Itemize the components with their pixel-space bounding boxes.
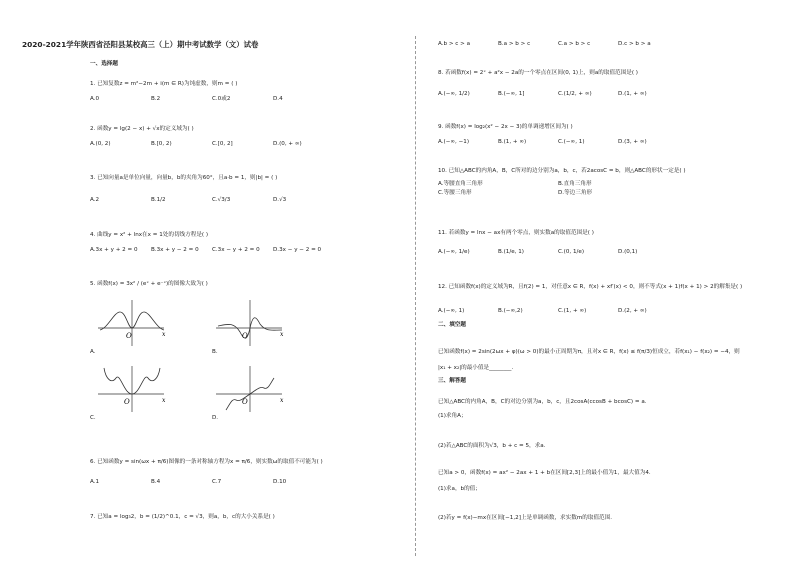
q9-option-b: B.(1, + ∞) <box>498 139 527 145</box>
q5-stem: 5. 函数f(x) = 3x² / (eˣ + e⁻ˣ)的图像大致为( ) <box>90 281 208 287</box>
fill-question-line2: |x₁ + x₂|的最小值是________. <box>438 365 514 371</box>
svg-text:x: x <box>280 397 284 404</box>
q10-option-d: D.等边三角形 <box>558 190 593 196</box>
solve1-part1: (1)求角A； <box>438 413 467 419</box>
q6-stem: 6. 已知函数y = sin(ωx + π/6)图像的一条对称轴方程为x = π/6，则实数ω的取值不可能为( ) <box>90 459 323 465</box>
q10-option-c: C.等腰三角形 <box>438 190 472 196</box>
section-fill-heading: 二、填空题 <box>438 322 466 328</box>
q6-option-b: B.4 <box>151 479 161 485</box>
q4-option-b: B.3x + y − 2 = 0 <box>151 247 199 253</box>
q2-option-b: B.[0, 2) <box>151 141 172 147</box>
q8-option-c: C.(1/2, + ∞) <box>558 91 592 97</box>
solve2-stem: 已知a > 0，函数f(x) = ax² − 2ax + 1 + b在区间[2,3]上的最小值为1，最大值为4. <box>438 470 651 476</box>
q1-option-a: A.0 <box>90 96 100 102</box>
q5-graph-b <box>214 298 286 348</box>
svg-text:O: O <box>242 398 248 406</box>
q12-option-c: C.(1, + ∞) <box>558 308 587 314</box>
q5-option-d: D. <box>212 415 219 421</box>
fill-question-line1: 已知函数f(x) = 2sin(2ωx + φ)(ω > 0)的最小正周期为π，且对x ∈ R，f(x) ≤ f(π/3)恒成立，若f(x₁) − f(x₂) = −4，则 <box>438 349 740 355</box>
svg-text:x: x <box>280 331 284 338</box>
q9-option-c: C.(−∞, 1) <box>558 139 585 145</box>
q9-option-d: D.(3, + ∞) <box>618 139 647 145</box>
q2-option-a: A.(0, 2) <box>90 141 111 147</box>
q7-option-a: A.b > c > a <box>438 41 471 47</box>
q5-graph-c <box>96 364 168 414</box>
q5-option-b: B. <box>212 349 218 355</box>
q3-option-a: A.2 <box>90 197 100 203</box>
q3-stem: 3. 已知向量a是单位向量，向量b，b的夹角为60°，且a·b = 1，则|b| = ( ) <box>90 175 278 181</box>
q12-stem: 12. 已知函数f(x)的定义域为R，且f(2) = 1，对任意x ∈ R，f(x) + xf′(x) < 0，则不等式(x + 1)f(x + 1) > 2的解集是( ) <box>438 284 743 290</box>
q11-option-b: B.(1/e, 1) <box>498 249 524 255</box>
q4-option-a: A.3x + y + 2 = 0 <box>90 247 138 253</box>
q2-option-c: C.[0, 2] <box>212 141 233 147</box>
q11-option-a: A.(−∞, 1/e) <box>438 249 470 255</box>
solve1-part2: (2)若△ABC的面积为√3，b + c = 5，求a. <box>438 443 546 449</box>
q1-option-c: C.0或2 <box>212 96 231 102</box>
q6-option-d: D.10 <box>273 479 287 485</box>
q6-option-c: C.7 <box>212 479 222 485</box>
q8-stem: 8. 若函数f(x) = 2ˣ + a²x − 2a的一个零点在区间(0, 1)上，则a的取值范围是( ) <box>438 70 638 76</box>
svg-text:O: O <box>124 398 130 406</box>
q1-option-b: B.2 <box>151 96 161 102</box>
q5-graph-d <box>214 364 286 414</box>
q5-graph-a <box>96 298 168 348</box>
q2-stem: 2. 函数y = lg(2 − x) + √x的定义域为( ) <box>90 126 194 132</box>
q9-option-a: A.(−∞, −1) <box>438 139 470 145</box>
q4-stem: 4. 曲线y = x² + lnx在x = 1处的切线方程是( ) <box>90 232 209 238</box>
q3-option-b: B.1/2 <box>151 197 166 203</box>
q10-stem: 10. 已知△ABC的内角A，B，C所对的边分别为a，b，c，若2acosC = b，则△ABC的形状一定是( ) <box>438 168 686 174</box>
q9-stem: 9. 函数f(x) = log₂(x² − 2x − 3)的单调递增区间为( ) <box>438 124 573 130</box>
column-divider <box>415 36 416 556</box>
solve1-stem: 已知△ABC的内角A，B，C的对边分别为a，b，c，且2cosA(ccosB + bcosC) = a. <box>438 399 647 405</box>
q4-option-c: C.3x − y + 2 = 0 <box>212 247 260 253</box>
svg-text:O: O <box>242 332 248 340</box>
solve2-part1: (1)求a，b的值； <box>438 486 481 492</box>
q5-option-a: A. <box>90 349 96 355</box>
page-title: 2020-2021学年陕西省泾阳县某校高三（上）期中考试数学（文）试卷 <box>22 40 259 49</box>
q1-option-d: D.4 <box>273 96 283 102</box>
solve2-part2: (2)若y = f(x)−mx在区间[−1,2]上是单调函数，求实数m的取值范围. <box>438 515 613 521</box>
q7-option-d: D.c > b > a <box>618 41 651 47</box>
q12-option-b: B.(−∞,2) <box>498 308 523 314</box>
q4-option-d: D.3x − y − 2 = 0 <box>273 247 322 253</box>
section-solve-heading: 三、解答题 <box>438 378 466 384</box>
q12-option-d: D.(2, + ∞) <box>618 308 647 314</box>
q6-option-a: A.1 <box>90 479 100 485</box>
q3-option-c: C.√3/3 <box>212 197 231 203</box>
section-choice-heading: 一、选择题 <box>90 61 118 67</box>
svg-text:x: x <box>162 331 166 338</box>
q10-option-b: B.直角三角形 <box>558 181 592 187</box>
left-column <box>82 0 400 562</box>
svg-text:x: x <box>162 397 166 404</box>
q8-option-a: A.(−∞, 1/2) <box>438 91 470 97</box>
svg-text:O: O <box>126 332 132 340</box>
q7-option-c: C.a > b > c <box>558 41 591 47</box>
q10-option-a: A.等腰直角三角形 <box>438 181 483 187</box>
q8-option-b: B.(−∞, 1] <box>498 91 525 97</box>
q11-option-d: D.(0,1) <box>618 249 638 255</box>
q2-option-d: D.(0, + ∞) <box>273 141 302 147</box>
q12-option-a: A.(−∞, 1) <box>438 308 465 314</box>
q8-option-d: D.(1, + ∞) <box>618 91 647 97</box>
q3-option-d: D.√3 <box>273 197 287 203</box>
right-column <box>432 0 762 562</box>
q7-stem: 7. 已知a = log₃2，b = (1/2)^0.1，c = √3，则a，b，c的大小关系是( ) <box>90 514 275 520</box>
q7-option-b: B.a > b > c <box>498 41 531 47</box>
q11-stem: 11. 若函数y = lnx − ax有两个零点，则实数a的取值范围是( ) <box>438 230 594 236</box>
q11-option-c: C.(0, 1/e) <box>558 249 585 255</box>
q5-option-c: C. <box>90 415 96 421</box>
q1-stem: 1. 已知复数z = m²−2m + i(m ∈ R)为纯虚数，则m = ( ) <box>90 81 238 87</box>
